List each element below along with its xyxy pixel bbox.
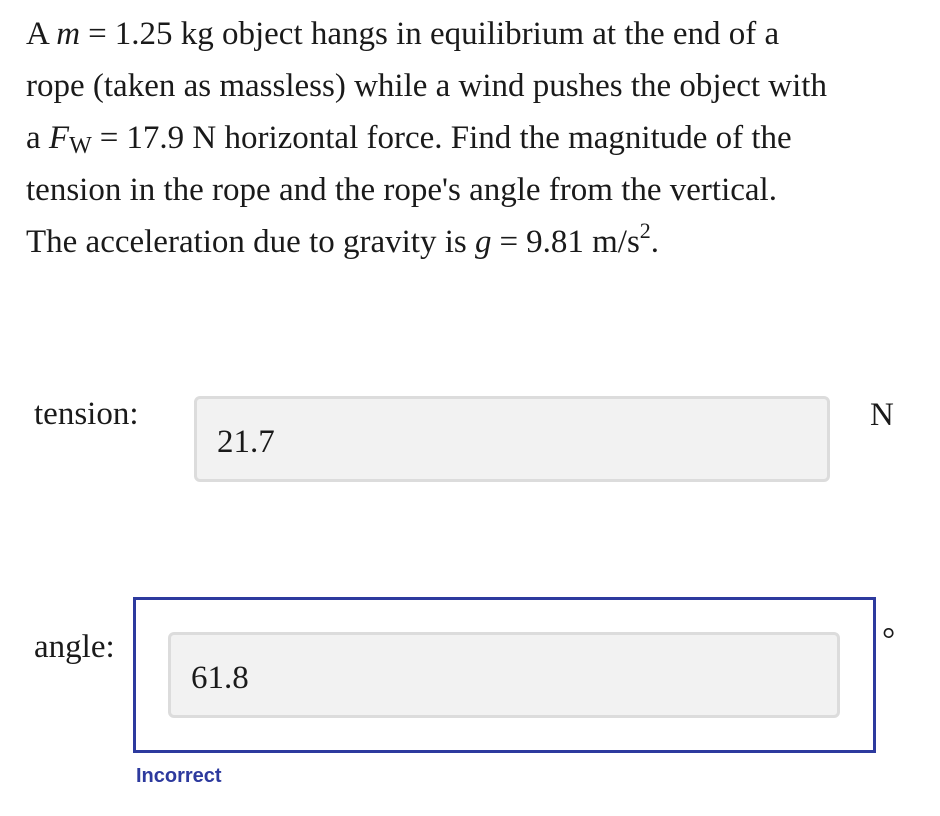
equals-sign: = xyxy=(499,224,519,260)
problem-line-1 xyxy=(26,8,926,60)
problem-line-5 xyxy=(26,216,926,268)
gravity-value: 9.81 m/s xyxy=(526,224,640,260)
gravity-exponent: 2 xyxy=(639,218,651,243)
degree-unit: ° xyxy=(882,622,896,658)
problem-line-2 xyxy=(26,60,926,112)
tension-input[interactable] xyxy=(194,396,830,482)
problem-line-3 xyxy=(26,112,926,164)
problem-text: rope (taken as massless) while a wind pushes the object with xyxy=(26,68,827,104)
angle-input[interactable] xyxy=(168,632,840,718)
tension-label: tension: xyxy=(34,396,139,432)
wind-force-value: 17.9 N xyxy=(126,120,217,156)
mass-symbol: m xyxy=(56,16,81,52)
gravity-symbol: g xyxy=(474,224,492,260)
problem-text: object hangs in equilibrium at the end of a xyxy=(221,16,780,52)
problem-text: a xyxy=(26,120,41,156)
problem-text: horizontal force. Find the magnitude of the xyxy=(224,120,792,156)
problem-line-4 xyxy=(26,164,926,216)
incorrect-feedback: Incorrect xyxy=(136,765,222,787)
equals-sign: = xyxy=(88,16,107,52)
tension-unit: N xyxy=(870,397,894,433)
force-subscript: W xyxy=(69,133,92,159)
force-letter: F xyxy=(48,120,70,156)
tension-input-value: 21.7 xyxy=(217,423,275,460)
period: . xyxy=(650,224,660,260)
problem-text: The acceleration due to gravity is xyxy=(26,224,467,260)
problem-statement xyxy=(26,8,926,268)
angle-input-value: 61.8 xyxy=(191,659,249,696)
equals-sign: = xyxy=(99,120,119,156)
wind-force-symbol xyxy=(48,120,92,159)
problem-text: A xyxy=(26,16,49,52)
problem-text: tension in the rope and the rope's angle from the vertical. xyxy=(26,172,777,208)
mass-value: 1.25 kg xyxy=(114,16,214,52)
angle-label: angle: xyxy=(34,629,115,665)
